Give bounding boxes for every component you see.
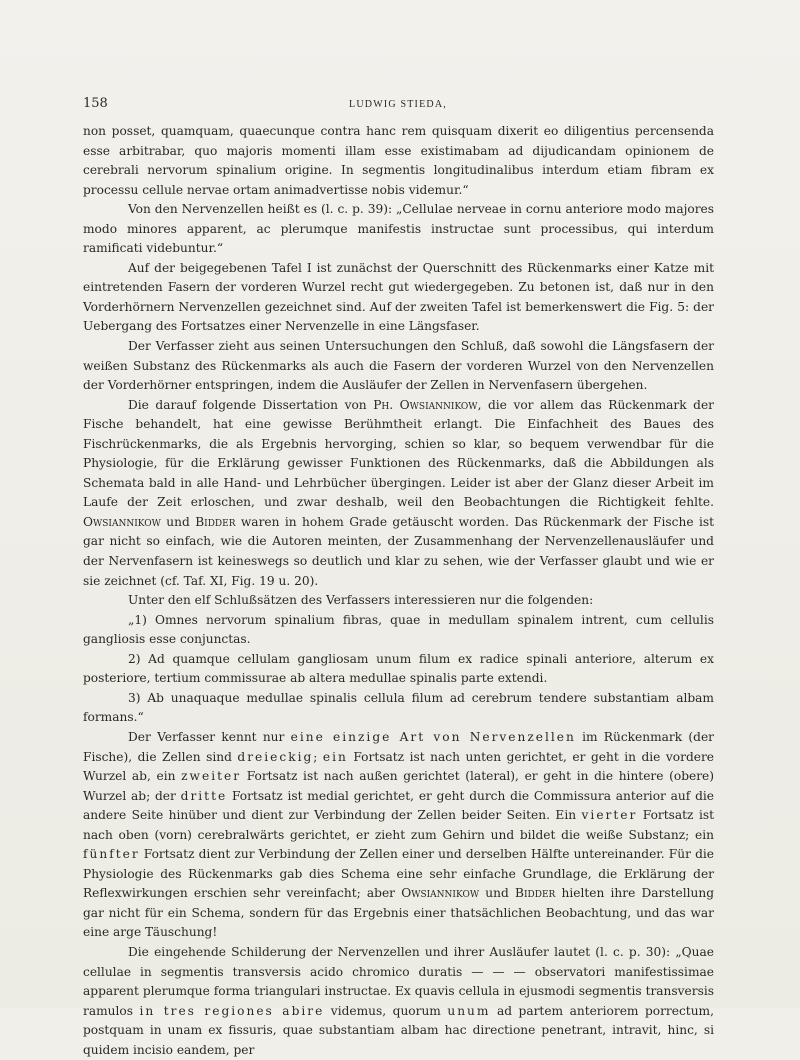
paragraph-text: Fortsatz ist nach unten gerichtet, er geht in die vordere Wurzel ab, ein xyxy=(83,749,715,784)
page-header xyxy=(83,96,713,118)
paragraph xyxy=(83,259,714,337)
paragraph-text: Auf der beigegebenen Tafel I ist zunächst der Querschnitt des Rückenmarks einer Katze mit eintretenden Fasern der vorderen Wurzel recht gut wiedergegeben. Zu betonen ist, daß nur in den Vorderhörnern Nervenzellen gezeichnet sind. Auf der zweiten Tafel ist bemerkenswert die Fig. 5: der Uebergang des Fortsatzes einer Nervenzelle in eine Längsfaser. xyxy=(83,260,714,334)
author-name: Bidder xyxy=(195,514,236,529)
emphasis-text: vierter xyxy=(581,808,638,823)
paragraph-text: und xyxy=(479,886,515,901)
paragraph-text: Fortsatz ist medial gerichtet, er geht durch die Commissura anterior auf die andere Seite hinüber und dient zur Verbindung der Zellen beider Seiten. Ein xyxy=(83,788,714,823)
paragraph xyxy=(83,689,714,728)
author-name: Ph. Owsiannikow xyxy=(373,397,478,412)
emphasis-text: dreieckig xyxy=(237,749,314,764)
paragraph-text: waren in hohem Grade getäuscht worden. Das Rückenmark der Fische ist gar nicht so einfach, wie die Autoren meinten, der Zusammenhang der Nervenzellenausläufer und der Nervenfasern ist keineswegs so deutlich und klar zu sehen, wie der Verfasser glaubt und wie er sie zeichnet (cf. Taf. XI, Fig. 19 u. 20). xyxy=(83,514,715,588)
running-head: LUDWIG STIEDA, xyxy=(349,99,447,110)
paragraph xyxy=(83,337,714,396)
author-name: Owsiannikow xyxy=(401,886,480,901)
paragraph xyxy=(83,122,714,200)
paragraph-text: Unter den elf Schlußsätzen des Verfassers interessieren nur die folgenden: xyxy=(128,593,594,608)
emphasis-text: dritte xyxy=(180,788,228,803)
paragraph-text: Fortsatz dient zur Verbindung der Zellen einer und derselben Hälfte untereinander. Für die Physiologie des Rückenmarks gab dies Schema eine sehr einfache Grundlage, die Erklärung der Reflexwirkungen erschien sehr vereinfacht; aber xyxy=(83,847,714,901)
emphasis-text: unum xyxy=(447,1003,491,1018)
paragraph xyxy=(83,200,714,259)
paragraph-text: non posset, quamquam, quaecunque contra hanc rem quisquam dixerit eo diligentius percensenda esse arbitrabar, quo majoris momenti illam esse existimabam ad dijudicandam opinionem de cerebrali nervorum spinalium origine. In segmentis longitudinalibus interdum etiam fibram ex processu cellule nervae ortam animadvertisse nobis videmur.“ xyxy=(83,124,714,197)
emphasis-text: ein xyxy=(322,749,348,764)
paragraph xyxy=(83,611,714,650)
emphasis-text: in tres regiones abire xyxy=(139,1003,325,1018)
author-name: Owsiannikow xyxy=(83,514,161,529)
paragraph-text: und xyxy=(160,514,196,529)
author-name: Bidder xyxy=(515,886,556,901)
paragraph xyxy=(83,943,714,1060)
paragraph-text: , die vor allem das Rückenmark der Fische behandelt, hat eine gewisse Berühmtheit erlangt. Die Einfachheit des Baues des Fischrückenmarks, die als Ergebnis hervorging, schien so klar, so bequem verwendbar für die Physiologie, für die Erklärung gewisser Funktionen des Rückenmarks, daß die Abbildungen als Schemata bald in alle Hand- und Lehrbücher übergingen. Leider ist aber der Glanz dieser Arbeit im Laufe der Zeit erloschen, und zwar deshalb, weil den Beobachtungen die Richtigkeit fehlte. xyxy=(83,397,714,510)
paragraph-text: Die eingehende Schilderung der Nervenzellen und ihrer Ausläufer lautet (l. c. p. 30): „Quae cellulae in segmentis transversis acido chromico duratis — — — observatori manifestissimae apparent plerumque forma triangulari instructae. Ex quavis cellula in ejusmodi segmentis transversis ramulos xyxy=(83,944,714,1018)
paragraph-text: 3) Ab unaquaque medullae spinalis cellula filum ad cerebrum tendere substantiam albam formans.“ xyxy=(83,690,714,725)
paragraph xyxy=(83,728,714,943)
paragraph-text: ad partem anteriorem porrectum, postquam in unam ex fissuris, quae substantiam albam hac directione penetrant, intravit, hinc, si quidem incisio eandem, per xyxy=(83,1003,714,1057)
paragraph-text: „1) Omnes nervorum spinalium fibras, quae in medullam spinalem intrent, cum cellulis gangliosis esse conjunctas. xyxy=(83,612,714,647)
paragraph-text: ; xyxy=(313,749,323,764)
paragraph-text: videmus, quorum xyxy=(324,1003,448,1018)
paragraph-text: Fortsatz ist nach oben (vorn) cerebralwärts gerichtet, er zieht zum Gehirn und bildet die weiße Substanz; ein xyxy=(83,808,714,842)
emphasis-text: eine einzige Art von Nervenzellen xyxy=(290,729,576,744)
paragraph-text: im Rückenmark (der Fische), die Zellen sind xyxy=(83,729,714,764)
emphasis-text: fünfter xyxy=(83,847,140,862)
paragraph-text: 2) Ad quamque cellulam gangliosam unum filum ex radice spinali anteriore, alterum ex posteriore, tertium commissurae ab altera medullae spinalis parte extendi. xyxy=(83,651,714,686)
paragraph xyxy=(83,591,714,611)
page-number: 158 xyxy=(83,96,108,111)
paragraph-text: Von den Nervenzellen heißt es (l. c. p. 39): „Cellulae nerveae in cornu anteriore modo majores modo minores apparent, ac plerumque manifestis instructae sunt processibus, qui interdum ramificati videbuntur.“ xyxy=(83,202,714,256)
paragraph-text: hielten ihre Darstellung gar nicht für ein Schema, sondern für das Ergebnis einer thatsächlichen Beobachtung, und das war eine arge Täuschung! xyxy=(83,886,715,940)
body-text xyxy=(83,122,714,1060)
paragraph-text: Der Verfasser kennt nur xyxy=(128,729,291,744)
paragraph-text: Der Verfasser zieht aus seinen Untersuchungen den Schluß, daß sowohl die Längsfasern der weißen Substanz des Rückenmarks als auch die Fasern der vorderen Wurzel von den Nervenzellen der Vorderhörner entspringen, indem die Ausläufer der Zellen in Nervenfasern übergehen. xyxy=(83,339,714,393)
emphasis-text: zweiter xyxy=(181,769,242,784)
paragraph xyxy=(83,650,714,689)
paragraph xyxy=(83,396,714,591)
paragraph-text: Die darauf folgende Dissertation von xyxy=(128,397,374,412)
paragraph-text: Fortsatz ist nach außen gerichtet (lateral), er geht in die hintere (obere) Wurzel ab; der xyxy=(83,769,715,803)
